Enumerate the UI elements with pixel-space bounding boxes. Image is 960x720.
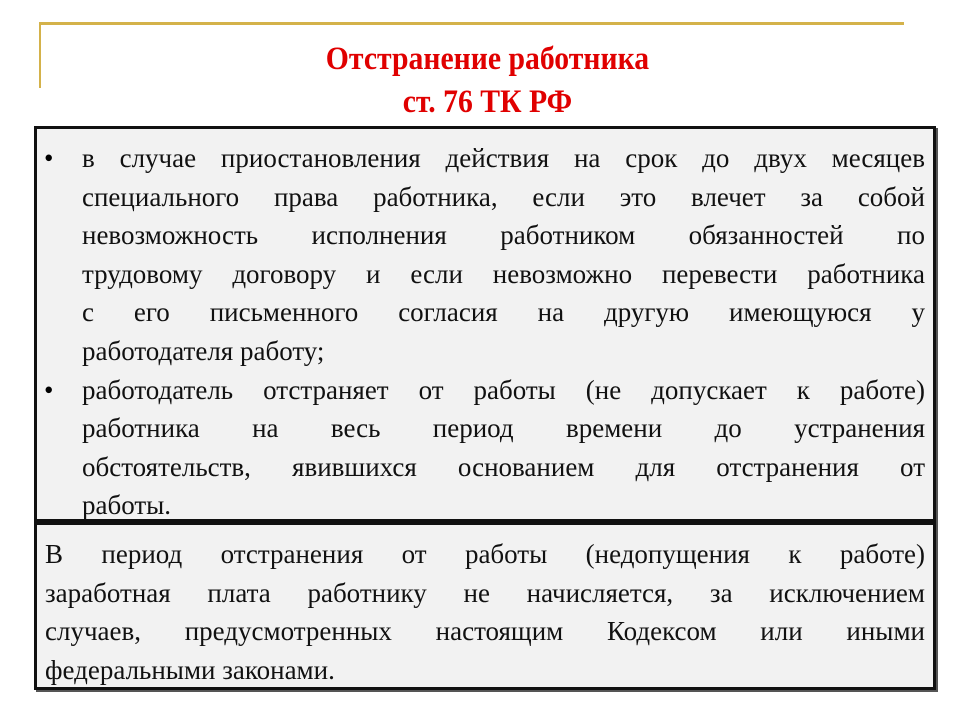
text-line: В период отстранения от работы (недопущения к работе) — [45, 539, 925, 569]
text-line: заработная плата работнику не начисляется, за исключением — [45, 577, 925, 608]
text-line: в случае приостановления действия на срок до двух месяцев — [82, 143, 925, 173]
text-line: федеральными законами. — [45, 654, 335, 685]
note-paragraph — [37, 525, 933, 689]
bullet-item-2 — [37, 371, 933, 525]
decorative-top-line — [40, 22, 904, 25]
note-box — [34, 522, 936, 690]
title-line-2: ст. 76 ТК РФ — [402, 84, 573, 120]
text-line: трудовому договору и если невозможно перевести работника — [82, 258, 925, 289]
text-line: работодатель отстраняет от работы (не допускает к работе) — [82, 374, 925, 405]
text-line: случаев, предусмотренных настоящим Кодексом или иными — [45, 616, 925, 647]
text-line: специального права работника, если это влечет за собой — [82, 181, 925, 212]
text-line: невозможность исполнения работником обязанностей по — [82, 220, 925, 251]
text-line: работы. — [82, 490, 172, 521]
text-line: обстоятельств, явившихся основанием для отстранения от — [82, 451, 925, 482]
slide-title — [49, 38, 927, 124]
bullet-icon: • — [44, 143, 54, 173]
bullet-box — [34, 126, 936, 522]
bullet-icon: • — [44, 374, 54, 405]
text-line: работодателя работу; — [82, 335, 325, 366]
title-line-1: Отстранение работника — [325, 41, 650, 77]
bullet-item-1 — [37, 139, 933, 371]
text-line: с его письменного согласия на другую имеющуюся у — [82, 297, 925, 328]
text-line: работника на весь период времени до устранения — [82, 413, 925, 444]
decorative-side-line — [39, 22, 41, 88]
